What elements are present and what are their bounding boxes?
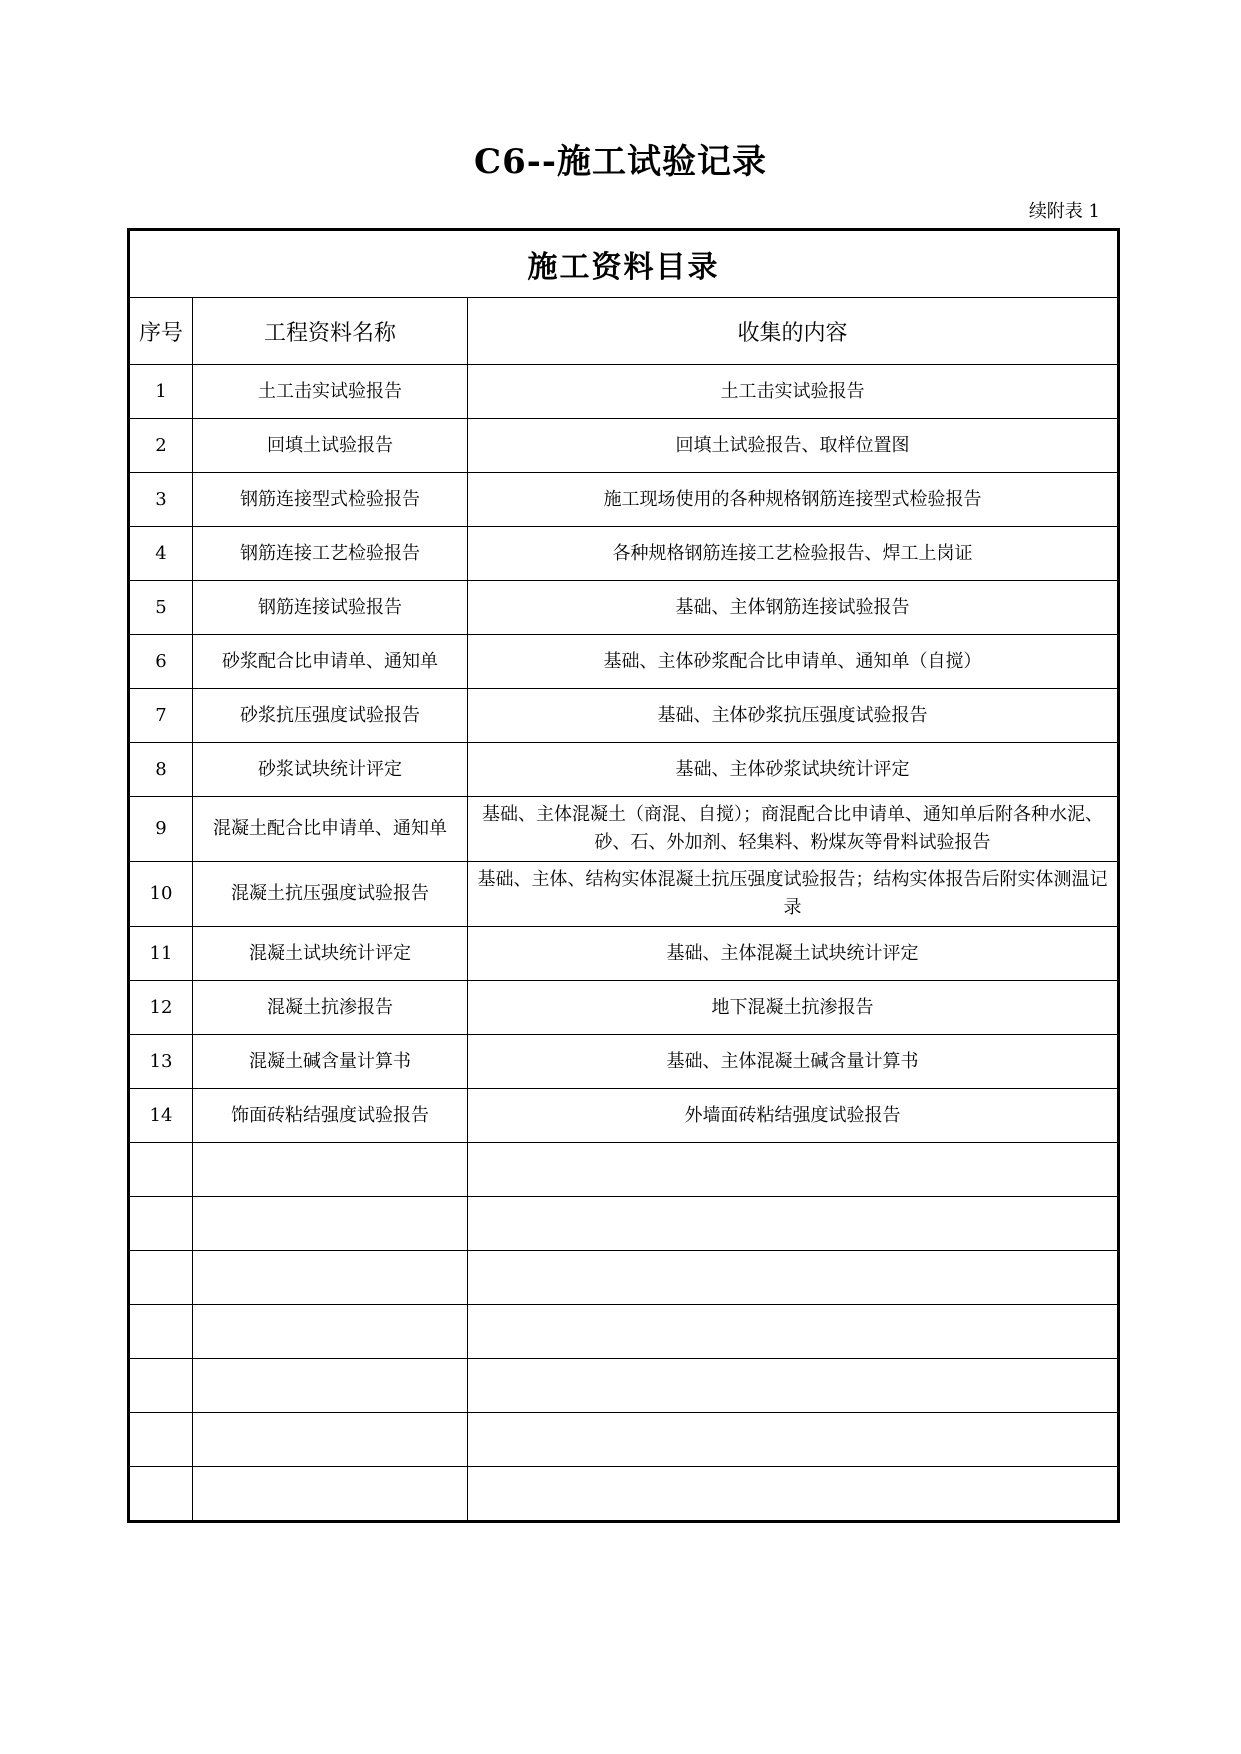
row-name bbox=[193, 1305, 468, 1359]
row-name: 砂浆抗压强度试验报告 bbox=[193, 689, 468, 743]
row-name: 混凝土试块统计评定 bbox=[193, 927, 468, 981]
row-content: 回填土试验报告、取样位置图 bbox=[468, 419, 1119, 473]
row-content: 地下混凝土抗渗报告 bbox=[468, 981, 1119, 1035]
row-no: 4 bbox=[129, 527, 193, 581]
row-content bbox=[468, 1197, 1119, 1251]
row-no bbox=[129, 1359, 193, 1413]
table-header-row bbox=[129, 298, 1119, 365]
table-row-empty bbox=[129, 1143, 1119, 1197]
row-name bbox=[193, 1143, 468, 1197]
row-content: 基础、主体砂浆配合比申请单、通知单（自搅） bbox=[468, 635, 1119, 689]
appendix-note: 续附表 1 bbox=[1028, 201, 1100, 222]
table-row bbox=[129, 581, 1119, 635]
row-no: 1 bbox=[129, 365, 193, 419]
table-row bbox=[129, 689, 1119, 743]
table-row-empty bbox=[129, 1197, 1119, 1251]
row-content: 基础、主体、结构实体混凝土抗压强度试验报告；结构实体报告后附实体测温记录 bbox=[468, 862, 1119, 927]
table-row bbox=[129, 527, 1119, 581]
row-name: 混凝土抗压强度试验报告 bbox=[193, 862, 468, 927]
row-no: 5 bbox=[129, 581, 193, 635]
row-content: 基础、主体混凝土（商混、自搅）；商混配合比申请单、通知单后附各种水泥、砂、石、外加剂、轻集料、粉煤灰等骨料试验报告 bbox=[468, 797, 1119, 862]
row-no: 10 bbox=[129, 862, 193, 927]
row-name: 回填土试验报告 bbox=[193, 419, 468, 473]
row-content bbox=[468, 1359, 1119, 1413]
row-name: 钢筋连接工艺检验报告 bbox=[193, 527, 468, 581]
row-no: 9 bbox=[129, 797, 193, 862]
row-name: 钢筋连接型式检验报告 bbox=[193, 473, 468, 527]
table-row bbox=[129, 1035, 1119, 1089]
row-no: 13 bbox=[129, 1035, 193, 1089]
row-name: 混凝土配合比申请单、通知单 bbox=[193, 797, 468, 862]
table-row-empty bbox=[129, 1359, 1119, 1413]
table-row bbox=[129, 419, 1119, 473]
row-content: 各种规格钢筋连接工艺检验报告、焊工上岗证 bbox=[468, 527, 1119, 581]
row-name bbox=[193, 1359, 468, 1413]
row-no bbox=[129, 1143, 193, 1197]
row-content: 土工击实试验报告 bbox=[468, 365, 1119, 419]
row-no: 11 bbox=[129, 927, 193, 981]
table-row bbox=[129, 635, 1119, 689]
row-name bbox=[193, 1413, 468, 1467]
table-row bbox=[129, 473, 1119, 527]
row-content: 基础、主体钢筋连接试验报告 bbox=[468, 581, 1119, 635]
row-no: 3 bbox=[129, 473, 193, 527]
row-no bbox=[129, 1251, 193, 1305]
row-no bbox=[129, 1305, 193, 1359]
row-no: 12 bbox=[129, 981, 193, 1035]
row-content: 施工现场使用的各种规格钢筋连接型式检验报告 bbox=[468, 473, 1119, 527]
row-name: 混凝土碱含量计算书 bbox=[193, 1035, 468, 1089]
row-no: 7 bbox=[129, 689, 193, 743]
row-content: 基础、主体砂浆抗压强度试验报告 bbox=[468, 689, 1119, 743]
table-row-empty bbox=[129, 1413, 1119, 1467]
row-no bbox=[129, 1467, 193, 1522]
table-row bbox=[129, 862, 1119, 927]
row-name bbox=[193, 1467, 468, 1522]
table-row-empty bbox=[129, 1305, 1119, 1359]
table-row bbox=[129, 743, 1119, 797]
row-content bbox=[468, 1251, 1119, 1305]
row-name bbox=[193, 1251, 468, 1305]
row-content bbox=[468, 1413, 1119, 1467]
row-content bbox=[468, 1305, 1119, 1359]
row-no bbox=[129, 1413, 193, 1467]
row-name bbox=[193, 1197, 468, 1251]
row-no: 2 bbox=[129, 419, 193, 473]
construction-records-table bbox=[127, 228, 1120, 1523]
table-row bbox=[129, 1089, 1119, 1143]
table-row-empty bbox=[129, 1467, 1119, 1522]
row-content: 基础、主体砂浆试块统计评定 bbox=[468, 743, 1119, 797]
row-name: 砂浆试块统计评定 bbox=[193, 743, 468, 797]
row-name: 饰面砖粘结强度试验报告 bbox=[193, 1089, 468, 1143]
header-name: 工程资料名称 bbox=[193, 298, 468, 365]
row-name: 砂浆配合比申请单、通知单 bbox=[193, 635, 468, 689]
row-content: 外墙面砖粘结强度试验报告 bbox=[468, 1089, 1119, 1143]
document-title: C6--施工试验记录 bbox=[474, 142, 767, 182]
row-name: 土工击实试验报告 bbox=[193, 365, 468, 419]
row-content: 基础、主体混凝土试块统计评定 bbox=[468, 927, 1119, 981]
header-content: 收集的内容 bbox=[468, 298, 1119, 365]
table-caption: 施工资料目录 bbox=[129, 230, 1119, 298]
row-no bbox=[129, 1197, 193, 1251]
header-no: 序号 bbox=[129, 298, 193, 365]
row-content bbox=[468, 1143, 1119, 1197]
table-row bbox=[129, 365, 1119, 419]
row-no: 14 bbox=[129, 1089, 193, 1143]
table-row bbox=[129, 797, 1119, 862]
row-content: 基础、主体混凝土碱含量计算书 bbox=[468, 1035, 1119, 1089]
row-content bbox=[468, 1467, 1119, 1522]
row-no: 8 bbox=[129, 743, 193, 797]
table-row bbox=[129, 981, 1119, 1035]
row-name: 钢筋连接试验报告 bbox=[193, 581, 468, 635]
row-no: 6 bbox=[129, 635, 193, 689]
table-row-empty bbox=[129, 1251, 1119, 1305]
row-name: 混凝土抗渗报告 bbox=[193, 981, 468, 1035]
table-row bbox=[129, 927, 1119, 981]
